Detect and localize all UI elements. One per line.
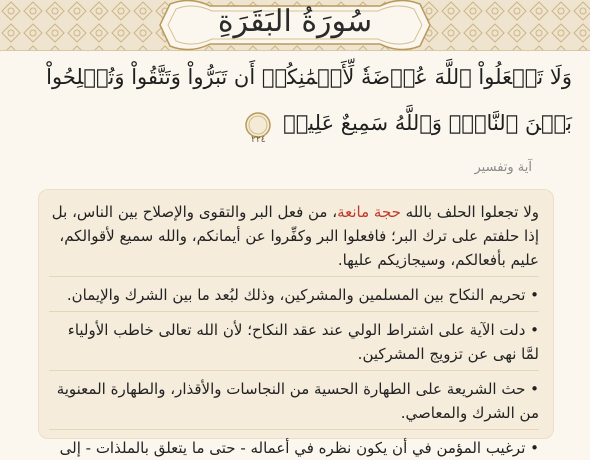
surah-title: سُورَةُ البَقَرَةِ <box>217 4 373 39</box>
divider <box>49 429 539 430</box>
tafsir-highlight-term[interactable]: حجة مانعة <box>337 203 401 221</box>
tafsir-section-label: آية وتفسير <box>474 160 532 175</box>
verse-number-marker <box>244 111 272 145</box>
tafsir-point: • تحريم النكاح بين المسلمين والمشركين، وذلك لبُعد ما بين الشرك والإيمان. <box>66 286 539 304</box>
surah-header-banner <box>0 0 590 51</box>
tafsir-card <box>38 189 554 457</box>
divider <box>49 370 539 371</box>
verse-text-block[interactable] <box>18 54 572 146</box>
tafsir-body <box>49 200 539 460</box>
divider <box>49 311 539 312</box>
tafsir-intro <box>49 200 539 272</box>
verse-number: ٢٢٤ <box>251 134 266 145</box>
tafsir-intro-after: ، من فعل البر والتقوى والإصلاح بين الناس، بل إذا حلفتم على ترك البر؛ فافعلوا البر وكفِّروا عن أيمانكم، والله سميع لأقوالكم، عليم بأفعالكم، وسيجازيكم عليها. <box>51 203 539 269</box>
tafsir-point: • حث الشريعة على الطهارة الحسية من النجاسات والأقذار، والطهارة المعنوية من الشرك والمعاصي. <box>56 380 539 422</box>
tafsir-intro-before: ولا تجعلوا الحلف بالله <box>400 203 539 221</box>
tafsir-point: • دلت الآية على اشتراط الولي عند عقد النكاح؛ لأن الله تعالى خاطب الأولياء لمَّا نهى عن تزويج المشركين. <box>67 321 539 363</box>
verse-text: وَلَا تَجۡعَلُواْ ٱللَّهَ عُرۡضَةٗ لِّأَيۡمَٰنِكُمۡ أَن تَبَرُّواْ وَتَتَّقُواْ وَتُصۡلِحُواْ بَيۡنَ ٱلنَّاسِۚ وَٱللَّهُ سَمِيعٌ عَلِيمٞ <box>46 65 572 135</box>
divider <box>49 276 539 277</box>
tafsir-point: • ترغيب المؤمن في أن يكون نظره في أعماله - حتى ما يتعلق بالملذات - إلى <box>59 439 539 457</box>
